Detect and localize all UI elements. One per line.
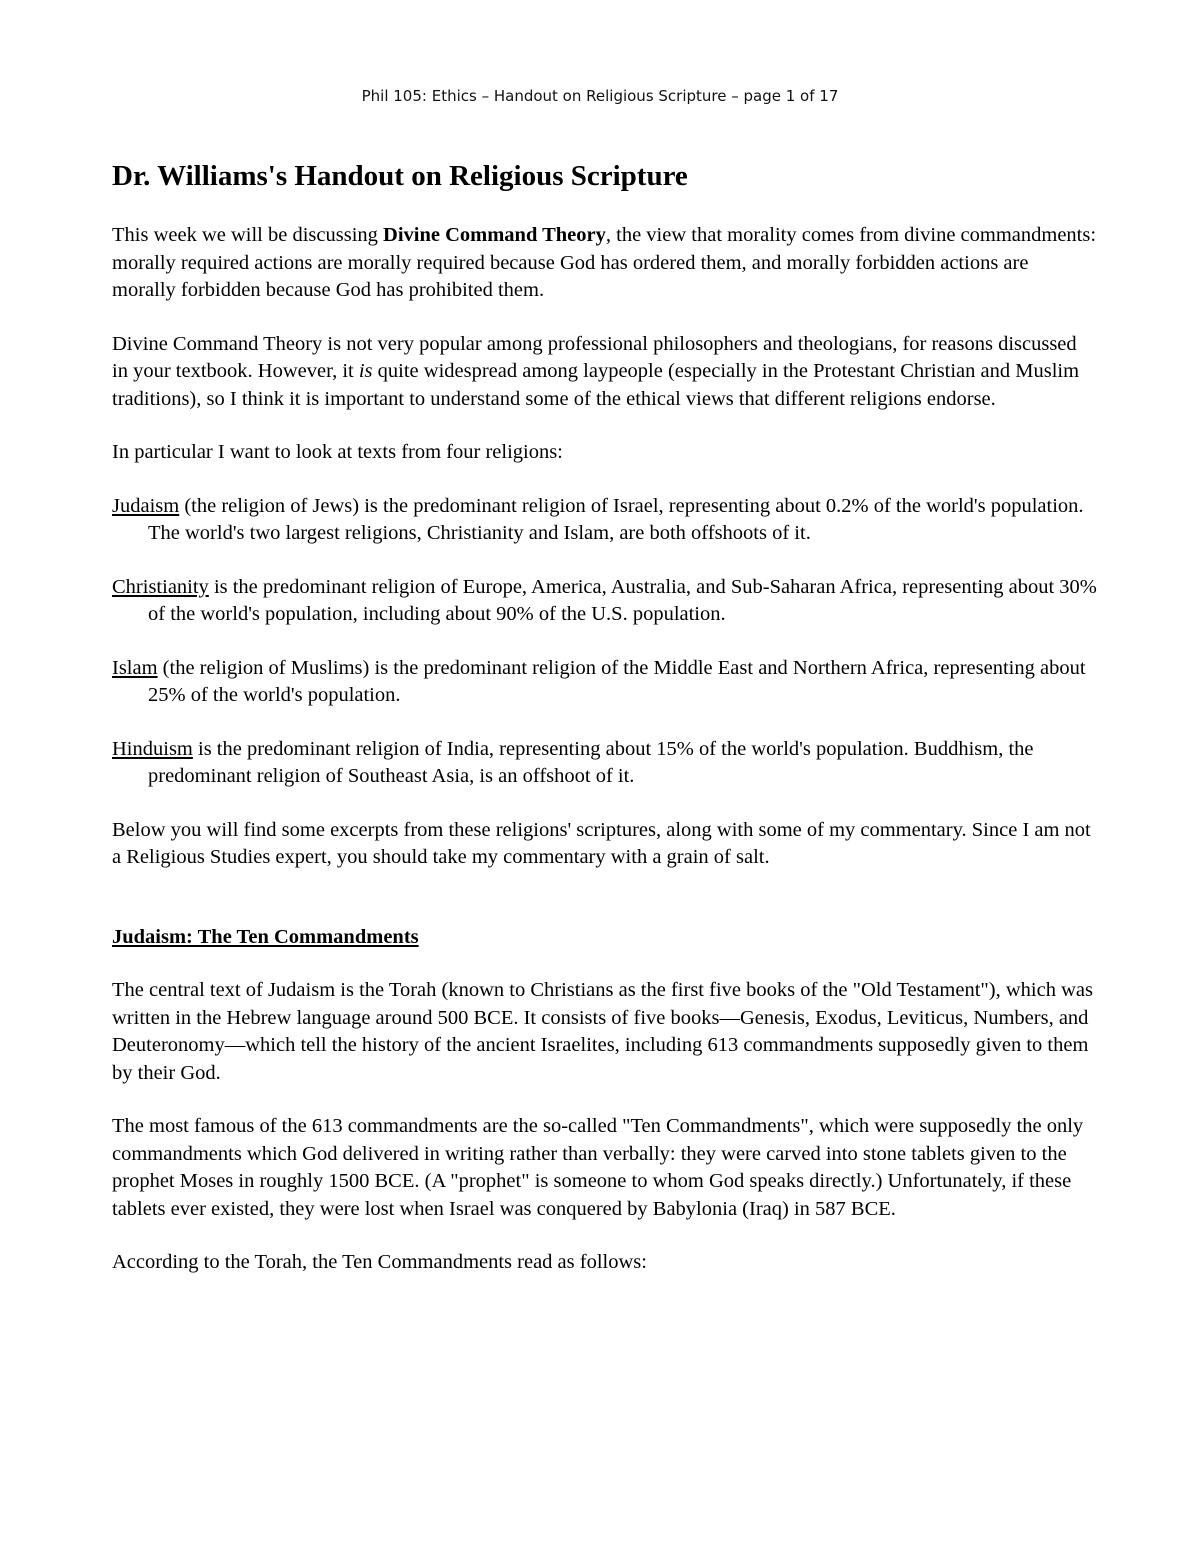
intro-text-a: This week we will be discussing xyxy=(112,224,384,246)
religion-description: is the predominant religion of India, representing about 15% of the world's population. Buddhism, the predominant religion of Southeast Asia, is an offshoot of it. xyxy=(148,737,1034,787)
religion-name: Judaism xyxy=(112,494,180,517)
popularity-paragraph xyxy=(112,331,1097,414)
religion-description: (the religion of Muslims) is the predominant religion of the Middle East and Northern Africa, representing about 25% of the world's population. xyxy=(148,656,1086,706)
religion-name: Islam xyxy=(112,656,158,679)
religion-islam xyxy=(112,655,1097,710)
according-paragraph: According to the Torah, the Ten Commandments read as follows: xyxy=(112,1251,647,1273)
religion-name: Hinduism xyxy=(112,737,193,760)
document-body xyxy=(112,222,1097,1303)
intro-paragraph xyxy=(112,222,1097,305)
religion-description: is the predominant religion of Europe, America, Australia, and Sub-Saharan Africa, representing about 30% of the world's population, including about 90% of the U.S. population. xyxy=(148,575,1097,625)
torah-paragraph: The central text of Judaism is the Torah (known to Christians as the first five books of the "Old Testament"), which was written in the Hebrew language around 500 BCE. It consists of five books—Genesis, Exodus, Leviticus, Numbers, and Deuteronomy—which tell the history of the ancient Israelites, including 613 commandments supposedly given to them by their God. xyxy=(112,979,1093,1084)
four-religions-paragraph: In particular I want to look at texts from four religions: xyxy=(112,441,563,463)
intro-text-b: , the view that morality comes from divine commandments: morally required actions are morally required because God has ordered them, and morally forbidden actions are morally forbidden because God has prohibited them. xyxy=(112,224,1097,301)
religion-description: (the religion of Jews) is the predominant religion of Israel, representing about 0.2% of the world's population. The world's two largest religions, Christianity and Islam, are both offshoots of it. xyxy=(148,494,1084,544)
religion-judaism xyxy=(112,493,1097,548)
emphasis-is: is xyxy=(358,360,373,382)
section-title-judaism: Judaism: The Ten Commandments xyxy=(112,925,419,948)
religion-name: Christianity xyxy=(112,575,209,598)
religion-hinduism xyxy=(112,736,1097,791)
document-title: Dr. Williams's Handout on Religious Scripture xyxy=(112,160,688,192)
ten-commandments-paragraph: The most famous of the 613 commandments are the so-called "Ten Commandments", which were supposedly the only commandments which God delivered in writing rather than verbally: they were carved into stone tablets given to the prophet Moses in roughly 1500 BCE. (A "prophet" is someone to whom God speaks directly.) Unfortunately, if these tablets ever existed, they were lost when Israel was conquered by Babylonia (Iraq) in 587 BCE. xyxy=(112,1115,1084,1220)
excerpts-paragraph: Below you will find some excerpts from these religions' scriptures, along with some of my commentary. Since I am not a Religious Studies expert, you should take my commentary with a grain of salt. xyxy=(112,818,1091,868)
popularity-text-b: quite widespread among laypeople (especially in the Protestant Christian and Muslim traditions), so I think it is important to understand some of the ethical views that different religions endorse. xyxy=(112,360,1080,410)
popularity-text-a: Divine Command Theory is not very popular among professional philosophers and theologians, for reasons discussed in your textbook. However, it xyxy=(112,332,1077,382)
page-header: Phil 105: Ethics – Handout on Religious Scripture – page 1 of 17 xyxy=(361,87,839,105)
divine-command-theory-term: Divine Command Theory xyxy=(383,224,606,246)
religion-christianity xyxy=(112,574,1097,629)
